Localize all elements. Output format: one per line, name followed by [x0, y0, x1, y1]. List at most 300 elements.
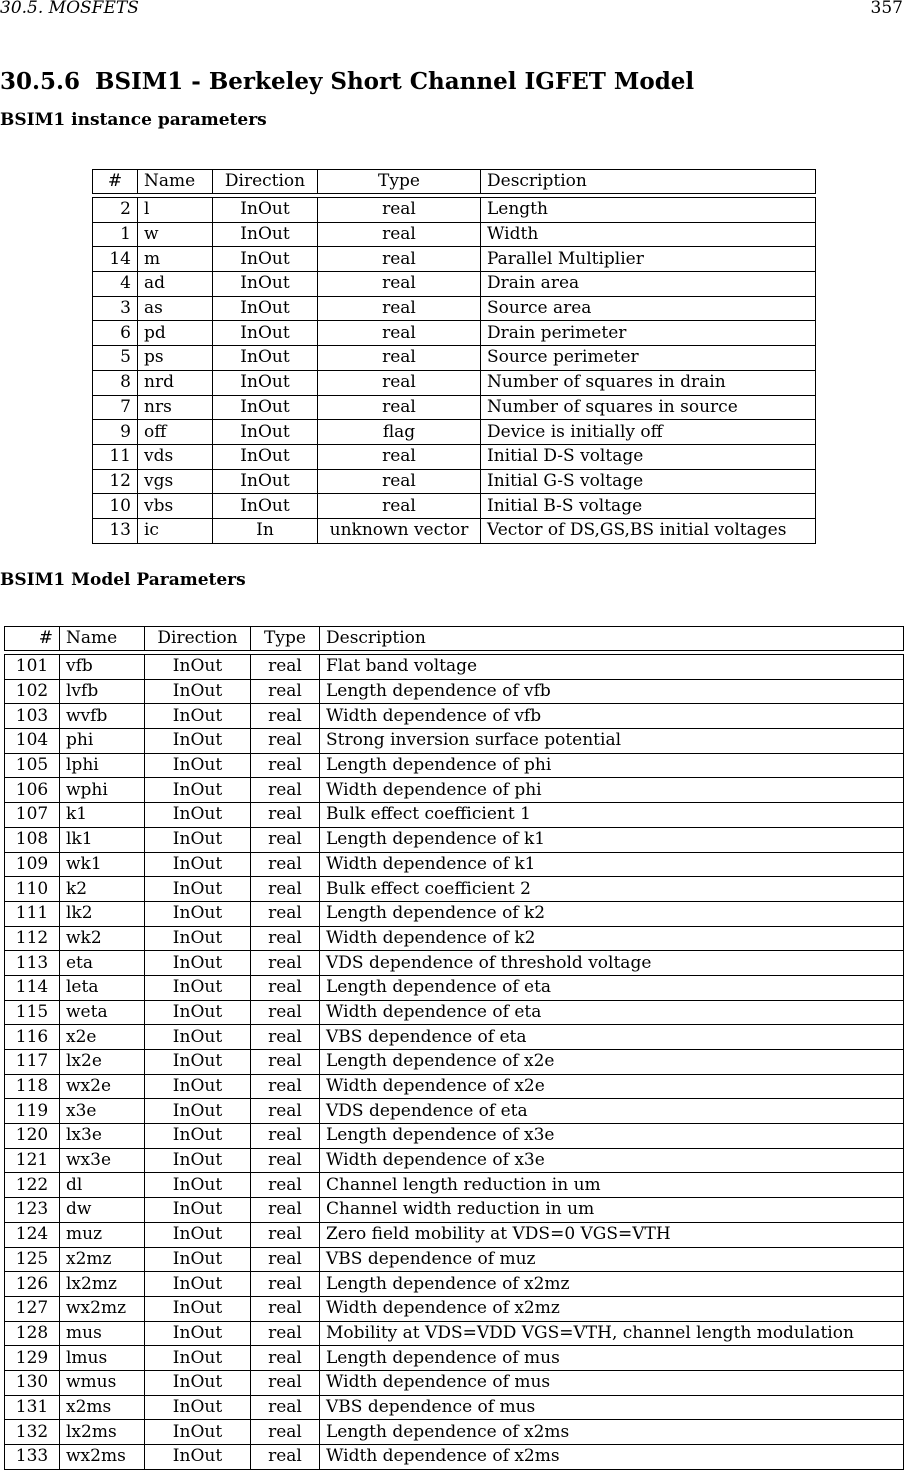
- cell-direction: InOut: [145, 901, 251, 926]
- cell-type: real: [251, 1445, 320, 1470]
- table-row: [5, 704, 904, 729]
- cell-description: Length dependence of x3e: [320, 1124, 904, 1149]
- cell-direction: InOut: [145, 778, 251, 803]
- cell-number: 131: [5, 1395, 60, 1420]
- cell-name: x3e: [60, 1099, 145, 1124]
- cell-direction: InOut: [145, 1420, 251, 1445]
- cell-direction: InOut: [145, 1272, 251, 1297]
- cell-direction: InOut: [145, 827, 251, 852]
- cell-direction: InOut: [145, 1000, 251, 1025]
- cell-description: Drain perimeter: [481, 321, 816, 346]
- table-row: [93, 518, 816, 543]
- cell-description: Length: [481, 198, 816, 223]
- cell-name: wk1: [60, 852, 145, 877]
- table-row: [5, 1296, 904, 1321]
- cell-type: real: [251, 778, 320, 803]
- cell-name: lx3e: [60, 1124, 145, 1149]
- table-row: [93, 198, 816, 223]
- table-row: [93, 395, 816, 420]
- cell-name: vbs: [138, 494, 213, 519]
- cell-direction: InOut: [145, 877, 251, 902]
- cell-name: vgs: [138, 469, 213, 494]
- cell-number: 102: [5, 679, 60, 704]
- cell-number: 109: [5, 852, 60, 877]
- cell-description: Width dependence of x3e: [320, 1148, 904, 1173]
- cell-description: Length dependence of x2e: [320, 1050, 904, 1075]
- table-row: [5, 1025, 904, 1050]
- cell-type: real: [251, 1074, 320, 1099]
- table-row: [5, 1247, 904, 1272]
- cell-name: lx2mz: [60, 1272, 145, 1297]
- cell-type: real: [251, 1148, 320, 1173]
- table-row: [5, 679, 904, 704]
- cell-name: wx2e: [60, 1074, 145, 1099]
- cell-description: Mobility at VDS=VDD VGS=VTH, channel length modulation: [320, 1321, 904, 1346]
- cell-description: Channel width reduction in um: [320, 1198, 904, 1223]
- table-header-row: [5, 627, 904, 651]
- cell-direction: InOut: [145, 951, 251, 976]
- cell-description: Length dependence of eta: [320, 975, 904, 1000]
- table-row: [93, 370, 816, 395]
- cell-description: Width: [481, 222, 816, 247]
- cell-description: Device is initially off: [481, 420, 816, 445]
- table-row: [5, 1099, 904, 1124]
- cell-name: ad: [138, 272, 213, 297]
- cell-number: 6: [93, 321, 138, 346]
- table-row: [93, 346, 816, 371]
- cell-number: 124: [5, 1222, 60, 1247]
- col-name-header: Name: [138, 170, 213, 194]
- cell-description: VBS dependence of mus: [320, 1395, 904, 1420]
- section-title-text: BSIM1 - Berkeley Short Channel IGFET Model: [95, 68, 695, 95]
- table-row: [5, 877, 904, 902]
- cell-direction: InOut: [145, 1321, 251, 1346]
- cell-description: Width dependence of vfb: [320, 704, 904, 729]
- cell-type: real: [251, 679, 320, 704]
- table-row: [5, 1370, 904, 1395]
- cell-direction: InOut: [145, 1050, 251, 1075]
- cell-type: real: [251, 1173, 320, 1198]
- cell-direction: InOut: [145, 1247, 251, 1272]
- cell-description: Strong inversion surface potential: [320, 729, 904, 754]
- cell-direction: InOut: [213, 420, 318, 445]
- cell-description: Initial G-S voltage: [481, 469, 816, 494]
- cell-type: real: [318, 321, 481, 346]
- cell-type: real: [251, 1025, 320, 1050]
- col-type-header: Type: [251, 627, 320, 651]
- cell-number: 120: [5, 1124, 60, 1149]
- col-name-header: Name: [60, 627, 145, 651]
- cell-direction: InOut: [145, 704, 251, 729]
- cell-name: lx2e: [60, 1050, 145, 1075]
- cell-type: real: [251, 975, 320, 1000]
- cell-number: 104: [5, 729, 60, 754]
- cell-name: eta: [60, 951, 145, 976]
- cell-direction: InOut: [145, 1198, 251, 1223]
- cell-number: 110: [5, 877, 60, 902]
- cell-description: Initial D-S voltage: [481, 444, 816, 469]
- cell-type: flag: [318, 420, 481, 445]
- cell-name: x2mz: [60, 1247, 145, 1272]
- cell-description: Channel length reduction in um: [320, 1173, 904, 1198]
- cell-type: real: [251, 1247, 320, 1272]
- cell-number: 119: [5, 1099, 60, 1124]
- table-row: [5, 778, 904, 803]
- cell-type: real: [251, 926, 320, 951]
- cell-number: 132: [5, 1420, 60, 1445]
- cell-number: 108: [5, 827, 60, 852]
- cell-type: real: [251, 1050, 320, 1075]
- cell-name: mus: [60, 1321, 145, 1346]
- cell-name: wx2ms: [60, 1445, 145, 1470]
- cell-name: lmus: [60, 1346, 145, 1371]
- cell-direction: InOut: [145, 926, 251, 951]
- table-row: [93, 247, 816, 272]
- cell-number: 129: [5, 1346, 60, 1371]
- cell-name: ic: [138, 518, 213, 543]
- cell-direction: InOut: [145, 1222, 251, 1247]
- cell-type: real: [251, 1420, 320, 1445]
- table-row: [93, 420, 816, 445]
- cell-name: l: [138, 198, 213, 223]
- cell-description: Width dependence of x2mz: [320, 1296, 904, 1321]
- cell-description: Number of squares in source: [481, 395, 816, 420]
- cell-type: real: [251, 1395, 320, 1420]
- section-title: [0, 68, 694, 95]
- cell-name: lvfb: [60, 679, 145, 704]
- cell-number: 13: [93, 518, 138, 543]
- cell-description: Width dependence of x2e: [320, 1074, 904, 1099]
- col-direction-header: Direction: [213, 170, 318, 194]
- cell-type: real: [251, 1000, 320, 1025]
- cell-name: lk2: [60, 901, 145, 926]
- table-row: [5, 852, 904, 877]
- cell-type: real: [251, 1370, 320, 1395]
- cell-direction: InOut: [145, 1074, 251, 1099]
- cell-description: Width dependence of k1: [320, 852, 904, 877]
- col-description-header: Description: [320, 627, 904, 651]
- table-row: [93, 222, 816, 247]
- table-row: [5, 1148, 904, 1173]
- cell-number: 4: [93, 272, 138, 297]
- table-row: [5, 1173, 904, 1198]
- cell-number: 11: [93, 444, 138, 469]
- model-heading: BSIM1 Model Parameters: [0, 570, 246, 590]
- cell-name: k2: [60, 877, 145, 902]
- cell-name: ps: [138, 346, 213, 371]
- cell-description: Length dependence of phi: [320, 753, 904, 778]
- col-type-header: Type: [318, 170, 481, 194]
- cell-type: real: [251, 704, 320, 729]
- cell-number: 130: [5, 1370, 60, 1395]
- cell-name: dl: [60, 1173, 145, 1198]
- cell-name: m: [138, 247, 213, 272]
- cell-description: Flat band voltage: [320, 655, 904, 680]
- cell-description: Width dependence of eta: [320, 1000, 904, 1025]
- cell-direction: InOut: [145, 679, 251, 704]
- page-number: 357: [870, 0, 903, 18]
- cell-type: real: [251, 1198, 320, 1223]
- cell-type: real: [251, 753, 320, 778]
- cell-type: real: [251, 852, 320, 877]
- cell-direction: InOut: [145, 1445, 251, 1470]
- cell-description: Width dependence of x2ms: [320, 1445, 904, 1470]
- cell-number: 12: [93, 469, 138, 494]
- cell-description: Bulk effect coefficient 1: [320, 803, 904, 828]
- cell-direction: In: [213, 518, 318, 543]
- cell-description: VDS dependence of threshold voltage: [320, 951, 904, 976]
- cell-type: real: [318, 247, 481, 272]
- cell-direction: InOut: [145, 1099, 251, 1124]
- cell-description: Length dependence of mus: [320, 1346, 904, 1371]
- cell-name: lphi: [60, 753, 145, 778]
- table-row: [5, 729, 904, 754]
- cell-direction: InOut: [213, 370, 318, 395]
- cell-number: 121: [5, 1148, 60, 1173]
- cell-description: Width dependence of phi: [320, 778, 904, 803]
- cell-type: real: [251, 901, 320, 926]
- table-row: [93, 444, 816, 469]
- cell-type: unknown vector: [318, 518, 481, 543]
- cell-number: 103: [5, 704, 60, 729]
- cell-number: 113: [5, 951, 60, 976]
- table-row: [93, 321, 816, 346]
- cell-name: wmus: [60, 1370, 145, 1395]
- col-number-header: #: [5, 627, 60, 651]
- cell-number: 3: [93, 296, 138, 321]
- cell-type: real: [318, 296, 481, 321]
- cell-number: 122: [5, 1173, 60, 1198]
- table-row: [5, 1272, 904, 1297]
- cell-name: k1: [60, 803, 145, 828]
- cell-number: 5: [93, 346, 138, 371]
- cell-number: 123: [5, 1198, 60, 1223]
- cell-description: Length dependence of x2mz: [320, 1272, 904, 1297]
- cell-direction: InOut: [145, 753, 251, 778]
- cell-description: Bulk effect coefficient 2: [320, 877, 904, 902]
- col-description-header: Description: [481, 170, 816, 194]
- cell-direction: InOut: [213, 321, 318, 346]
- cell-number: 7: [93, 395, 138, 420]
- cell-description: Vector of DS,GS,BS initial voltages: [481, 518, 816, 543]
- cell-direction: InOut: [145, 975, 251, 1000]
- cell-name: leta: [60, 975, 145, 1000]
- cell-number: 118: [5, 1074, 60, 1099]
- cell-direction: InOut: [213, 247, 318, 272]
- cell-name: wphi: [60, 778, 145, 803]
- table-row: [5, 926, 904, 951]
- cell-name: nrd: [138, 370, 213, 395]
- cell-description: VBS dependence of muz: [320, 1247, 904, 1272]
- table-row: [5, 1420, 904, 1445]
- cell-type: real: [318, 444, 481, 469]
- model-parameters-table: [4, 626, 904, 1470]
- cell-type: real: [251, 1296, 320, 1321]
- cell-name: muz: [60, 1222, 145, 1247]
- cell-direction: InOut: [213, 494, 318, 519]
- running-section: 30.5. MOSFETS: [0, 0, 139, 18]
- cell-description: Drain area: [481, 272, 816, 297]
- table-row: [5, 975, 904, 1000]
- cell-description: Length dependence of x2ms: [320, 1420, 904, 1445]
- cell-number: 8: [93, 370, 138, 395]
- cell-name: dw: [60, 1198, 145, 1223]
- cell-description: Width dependence of k2: [320, 926, 904, 951]
- cell-number: 133: [5, 1445, 60, 1470]
- section-number: 30.5.6: [0, 68, 81, 95]
- cell-number: 116: [5, 1025, 60, 1050]
- cell-number: 105: [5, 753, 60, 778]
- cell-name: wx2mz: [60, 1296, 145, 1321]
- table-row: [5, 753, 904, 778]
- cell-direction: InOut: [145, 1173, 251, 1198]
- cell-number: 2: [93, 198, 138, 223]
- cell-type: real: [318, 395, 481, 420]
- cell-description: Source area: [481, 296, 816, 321]
- cell-number: 114: [5, 975, 60, 1000]
- cell-description: Length dependence of vfb: [320, 679, 904, 704]
- cell-direction: InOut: [145, 1395, 251, 1420]
- cell-type: real: [318, 469, 481, 494]
- cell-description: Initial B-S voltage: [481, 494, 816, 519]
- cell-name: lx2ms: [60, 1420, 145, 1445]
- cell-number: 126: [5, 1272, 60, 1297]
- cell-direction: InOut: [145, 1370, 251, 1395]
- cell-type: real: [251, 1124, 320, 1149]
- cell-direction: InOut: [145, 852, 251, 877]
- cell-description: Width dependence of mus: [320, 1370, 904, 1395]
- cell-number: 101: [5, 655, 60, 680]
- cell-direction: InOut: [145, 655, 251, 680]
- table-row: [5, 951, 904, 976]
- cell-type: real: [251, 1346, 320, 1371]
- cell-direction: InOut: [213, 346, 318, 371]
- table-row: [5, 827, 904, 852]
- cell-direction: InOut: [145, 729, 251, 754]
- table-row: [93, 494, 816, 519]
- cell-direction: InOut: [145, 1346, 251, 1371]
- cell-number: 125: [5, 1247, 60, 1272]
- cell-direction: InOut: [213, 222, 318, 247]
- cell-name: off: [138, 420, 213, 445]
- instance-heading: BSIM1 instance parameters: [0, 110, 267, 130]
- table-row: [5, 1050, 904, 1075]
- cell-direction: InOut: [213, 395, 318, 420]
- col-direction-header: Direction: [145, 627, 251, 651]
- table-row: [5, 1321, 904, 1346]
- table-row: [5, 1346, 904, 1371]
- cell-type: real: [251, 1272, 320, 1297]
- cell-type: real: [318, 370, 481, 395]
- cell-type: real: [251, 655, 320, 680]
- cell-description: Number of squares in drain: [481, 370, 816, 395]
- table-row: [5, 1222, 904, 1247]
- table-row: [5, 1445, 904, 1470]
- cell-number: 111: [5, 901, 60, 926]
- cell-type: real: [318, 222, 481, 247]
- table-row: [5, 1124, 904, 1149]
- cell-direction: InOut: [213, 296, 318, 321]
- table-row: [5, 655, 904, 680]
- cell-type: real: [251, 729, 320, 754]
- table-row: [93, 272, 816, 297]
- cell-type: real: [251, 803, 320, 828]
- cell-direction: InOut: [213, 469, 318, 494]
- cell-name: lk1: [60, 827, 145, 852]
- cell-description: VDS dependence of eta: [320, 1099, 904, 1124]
- cell-description: Length dependence of k1: [320, 827, 904, 852]
- cell-number: 128: [5, 1321, 60, 1346]
- cell-type: real: [318, 346, 481, 371]
- cell-number: 112: [5, 926, 60, 951]
- cell-number: 115: [5, 1000, 60, 1025]
- cell-description: Zero field mobility at VDS=0 VGS=VTH: [320, 1222, 904, 1247]
- table-row: [5, 803, 904, 828]
- cell-direction: InOut: [145, 803, 251, 828]
- table-header-row: [93, 170, 816, 194]
- cell-number: 10: [93, 494, 138, 519]
- cell-name: x2e: [60, 1025, 145, 1050]
- cell-name: as: [138, 296, 213, 321]
- table-row: [5, 1395, 904, 1420]
- cell-description: Parallel Multiplier: [481, 247, 816, 272]
- cell-name: nrs: [138, 395, 213, 420]
- cell-number: 14: [93, 247, 138, 272]
- table-row: [5, 1198, 904, 1223]
- cell-type: real: [251, 1321, 320, 1346]
- cell-direction: InOut: [145, 1148, 251, 1173]
- table-row: [5, 901, 904, 926]
- cell-type: real: [318, 494, 481, 519]
- cell-name: pd: [138, 321, 213, 346]
- cell-number: 106: [5, 778, 60, 803]
- cell-direction: InOut: [213, 272, 318, 297]
- cell-direction: InOut: [145, 1296, 251, 1321]
- cell-type: real: [251, 827, 320, 852]
- table-row: [5, 1000, 904, 1025]
- cell-description: VBS dependence of eta: [320, 1025, 904, 1050]
- cell-number: 107: [5, 803, 60, 828]
- cell-number: 127: [5, 1296, 60, 1321]
- cell-type: real: [318, 198, 481, 223]
- cell-direction: InOut: [145, 1124, 251, 1149]
- cell-name: vfb: [60, 655, 145, 680]
- cell-name: wvfb: [60, 704, 145, 729]
- cell-name: x2ms: [60, 1395, 145, 1420]
- cell-name: w: [138, 222, 213, 247]
- cell-name: vds: [138, 444, 213, 469]
- col-number-header: #: [93, 170, 138, 194]
- cell-direction: InOut: [213, 444, 318, 469]
- cell-name: phi: [60, 729, 145, 754]
- cell-number: 117: [5, 1050, 60, 1075]
- cell-number: 9: [93, 420, 138, 445]
- cell-description: Source perimeter: [481, 346, 816, 371]
- cell-name: wk2: [60, 926, 145, 951]
- cell-type: real: [251, 1222, 320, 1247]
- cell-name: wx3e: [60, 1148, 145, 1173]
- table-row: [5, 1074, 904, 1099]
- running-head: [0, 0, 906, 18]
- cell-type: real: [251, 1099, 320, 1124]
- table-row: [93, 296, 816, 321]
- cell-type: real: [251, 951, 320, 976]
- cell-number: 1: [93, 222, 138, 247]
- instance-parameters-table: [92, 169, 816, 544]
- table-row: [93, 469, 816, 494]
- cell-direction: InOut: [213, 198, 318, 223]
- cell-type: real: [251, 877, 320, 902]
